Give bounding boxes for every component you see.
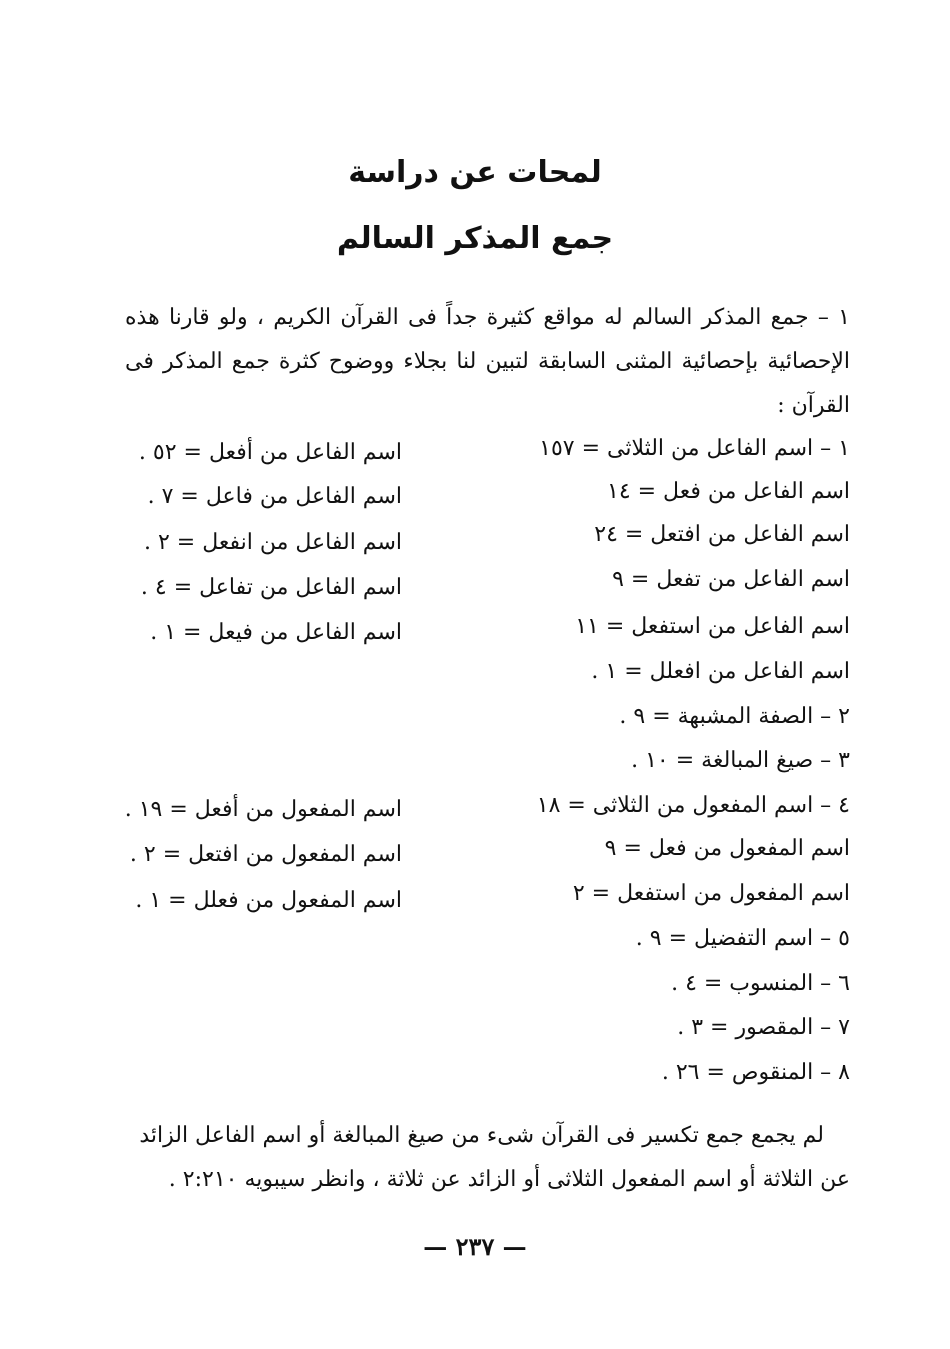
list-item: اسم الفاعل من افعلل = ١ . (591, 659, 850, 684)
list-item: اسم المفعول من فعلل = ١ . (135, 888, 402, 913)
list-item: اسم الفاعل من افتعل = ٢٤ (594, 522, 850, 547)
page-number: — ٢٣٧ — (423, 1232, 527, 1261)
list-item: اسم الفاعل من تفاعل = ٤ . (140, 575, 402, 600)
list-item: ٧ – المقصور = ٣ . (677, 1015, 850, 1040)
list-item: اسم الفاعل من فعل = ١٤ (607, 479, 850, 504)
list-item: ٦ – المنسوب = ٤ . (671, 971, 850, 996)
page-title: لمحات عن دراسة (348, 155, 602, 190)
list-item: اسم الفاعل من استفعل = ١١ (575, 614, 850, 639)
list-item: ٤ – اسم المفعول من الثلاثى = ١٨ (536, 793, 850, 818)
list-item: اسم الفاعل من أفعل = ٥٢ . (138, 440, 402, 465)
list-item: اسم الفاعل من انفعل = ٢ . (143, 530, 402, 555)
list-item: ١ – اسم الفاعل من الثلاثى = ١٥٧ (539, 436, 850, 461)
footnote-line: لم يجمع جمع تكسير فى القرآن شىء من صيغ المبالغة أو اسم الفاعل الزائد (139, 1123, 824, 1148)
intro-paragraph: ١ – جمع المذكر السالم له مواقع كثيرة جداً فى القرآن الكريم ، ولو قارنا هذه الإحصائية بإحصائية المثنى السابقة لتبين لنا بجلاء ووضوح كثرة جمع المذكر فى القرآن : (125, 305, 850, 418)
list-item: ٨ – المنقوص = ٢٦ . (661, 1060, 850, 1085)
footnote-line: عن الثلاثة أو اسم المفعول الثلاثى أو الزائد عن ثلاثة ، وانظر سيبويه ٢:٢١٠ . (168, 1167, 850, 1192)
list-item: اسم المفعول من فعل = ٩ (604, 836, 850, 861)
list-item: ٣ – صيغ المبالغة = ١٠ . (631, 748, 850, 773)
page-subtitle: جمع المذكر السالم (336, 221, 614, 256)
list-item: اسم الفاعل من فيعل = ١ . (150, 620, 402, 645)
footnote-paragraph (125, 1114, 850, 1202)
list-item: ٢ – الصفة المشبهة = ٩ . (619, 704, 850, 729)
list-item: اسم الفاعل من فاعل = ٧ . (147, 484, 402, 509)
list-item: اسم الفاعل من تفعل = ٩ (612, 567, 850, 592)
list-item: اسم المفعول من استفعل = ٢ (572, 881, 850, 906)
list-item: اسم المفعول من أفعل = ١٩ . (124, 797, 402, 822)
list-item: ٥ – اسم التفضيل = ٩ . (635, 926, 850, 951)
list-item: اسم المفعول من افتعل = ٢ . (129, 842, 402, 867)
